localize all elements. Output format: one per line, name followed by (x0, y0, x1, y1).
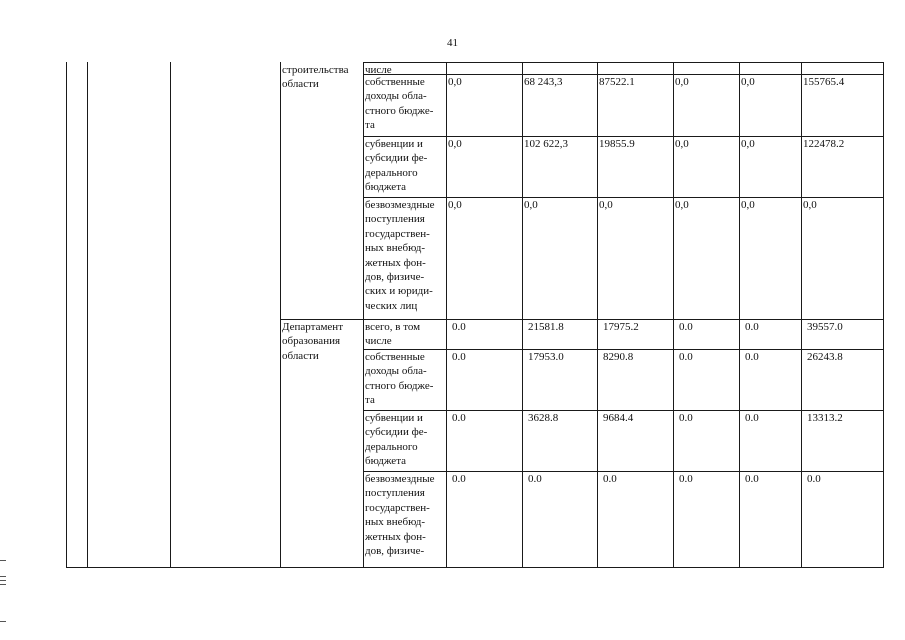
org-cell: Департамент образования области (282, 321, 344, 362)
value-cell: 0.0 (452, 473, 466, 485)
budget-table (66, 62, 884, 568)
value-cell: 0,0 (448, 138, 462, 150)
margin-mark (0, 580, 6, 581)
value-cell: 19855.9 (599, 138, 635, 150)
value-cell: 0.0 (745, 351, 759, 363)
value-cell: 0,0 (741, 76, 755, 88)
value-cell: 39557.0 (807, 321, 843, 333)
margin-mark (0, 621, 6, 622)
value-cell: 0.0 (679, 321, 693, 333)
value-cell: 0.0 (745, 321, 759, 333)
value-cell: 0.0 (679, 412, 693, 424)
value-cell: 0.0 (679, 473, 693, 485)
margin-mark (0, 584, 6, 585)
page-number: 41 (447, 37, 458, 49)
funding-source-cell: безвозмездные поступления государствен- ных внебюд- жетных фон- дов, физиче- (365, 473, 435, 558)
value-cell: 0,0 (675, 138, 689, 150)
column-divider (170, 62, 171, 567)
funding-source-cell: числе (365, 64, 392, 76)
funding-source-cell: собственные доходы обла- стного бюдже- та (365, 76, 434, 132)
value-cell: 13313.2 (807, 412, 843, 424)
value-cell: 122478.2 (803, 138, 845, 150)
value-cell: 0.0 (603, 473, 617, 485)
margin-mark (0, 576, 6, 577)
value-cell: 0.0 (745, 473, 759, 485)
value-cell: 0,0 (524, 199, 538, 211)
value-cell: 21581.8 (528, 321, 564, 333)
value-cell: 0,0 (448, 76, 462, 88)
value-cell: 0.0 (679, 351, 693, 363)
value-cell: 0,0 (741, 199, 755, 211)
value-cell: 0,0 (803, 199, 817, 211)
value-cell: 0,0 (741, 138, 755, 150)
funding-source-cell: всего, в том числе (365, 321, 421, 348)
value-cell: 0.0 (452, 351, 466, 363)
margin-mark (0, 560, 6, 561)
column-divider (87, 62, 88, 567)
value-cell: 26243.8 (807, 351, 843, 363)
value-cell: 17953.0 (528, 351, 564, 363)
value-cell: 8290.8 (603, 351, 634, 363)
org-cell: строительства области (282, 64, 349, 91)
funding-source-cell: субвенции и субсидии фе- дерального бюджета (365, 412, 428, 468)
value-cell: 0,0 (675, 199, 689, 211)
funding-source-cell: безвозмездные поступления государствен- ных внебюд- жетных фон- дов, физиче- ских и юриди- ческих лиц (365, 199, 435, 312)
row-divider (363, 471, 883, 472)
value-cell: 9684.4 (603, 412, 634, 424)
value-cell: 155765.4 (803, 76, 845, 88)
funding-source-cell: собственные доходы обла- стного бюдже- та (365, 351, 434, 407)
value-cell: 0,0 (448, 199, 462, 211)
value-cell: 68 243,3 (524, 76, 563, 88)
value-cell: 0.0 (807, 473, 821, 485)
value-cell: 0,0 (599, 199, 613, 211)
funding-source-cell: субвенции и субсидии фе- дерального бюджета (365, 138, 428, 194)
value-cell: 0,0 (675, 76, 689, 88)
column-divider (280, 62, 281, 567)
value-cell: 0.0 (452, 412, 466, 424)
value-cell: 17975.2 (603, 321, 639, 333)
value-cell: 87522.1 (599, 76, 635, 88)
top-border (363, 62, 883, 63)
value-cell: 102 622,3 (524, 138, 568, 150)
value-cell: 0.0 (452, 321, 466, 333)
value-cell: 3628.8 (528, 412, 559, 424)
value-cell: 0.0 (745, 412, 759, 424)
value-cell: 0.0 (528, 473, 542, 485)
